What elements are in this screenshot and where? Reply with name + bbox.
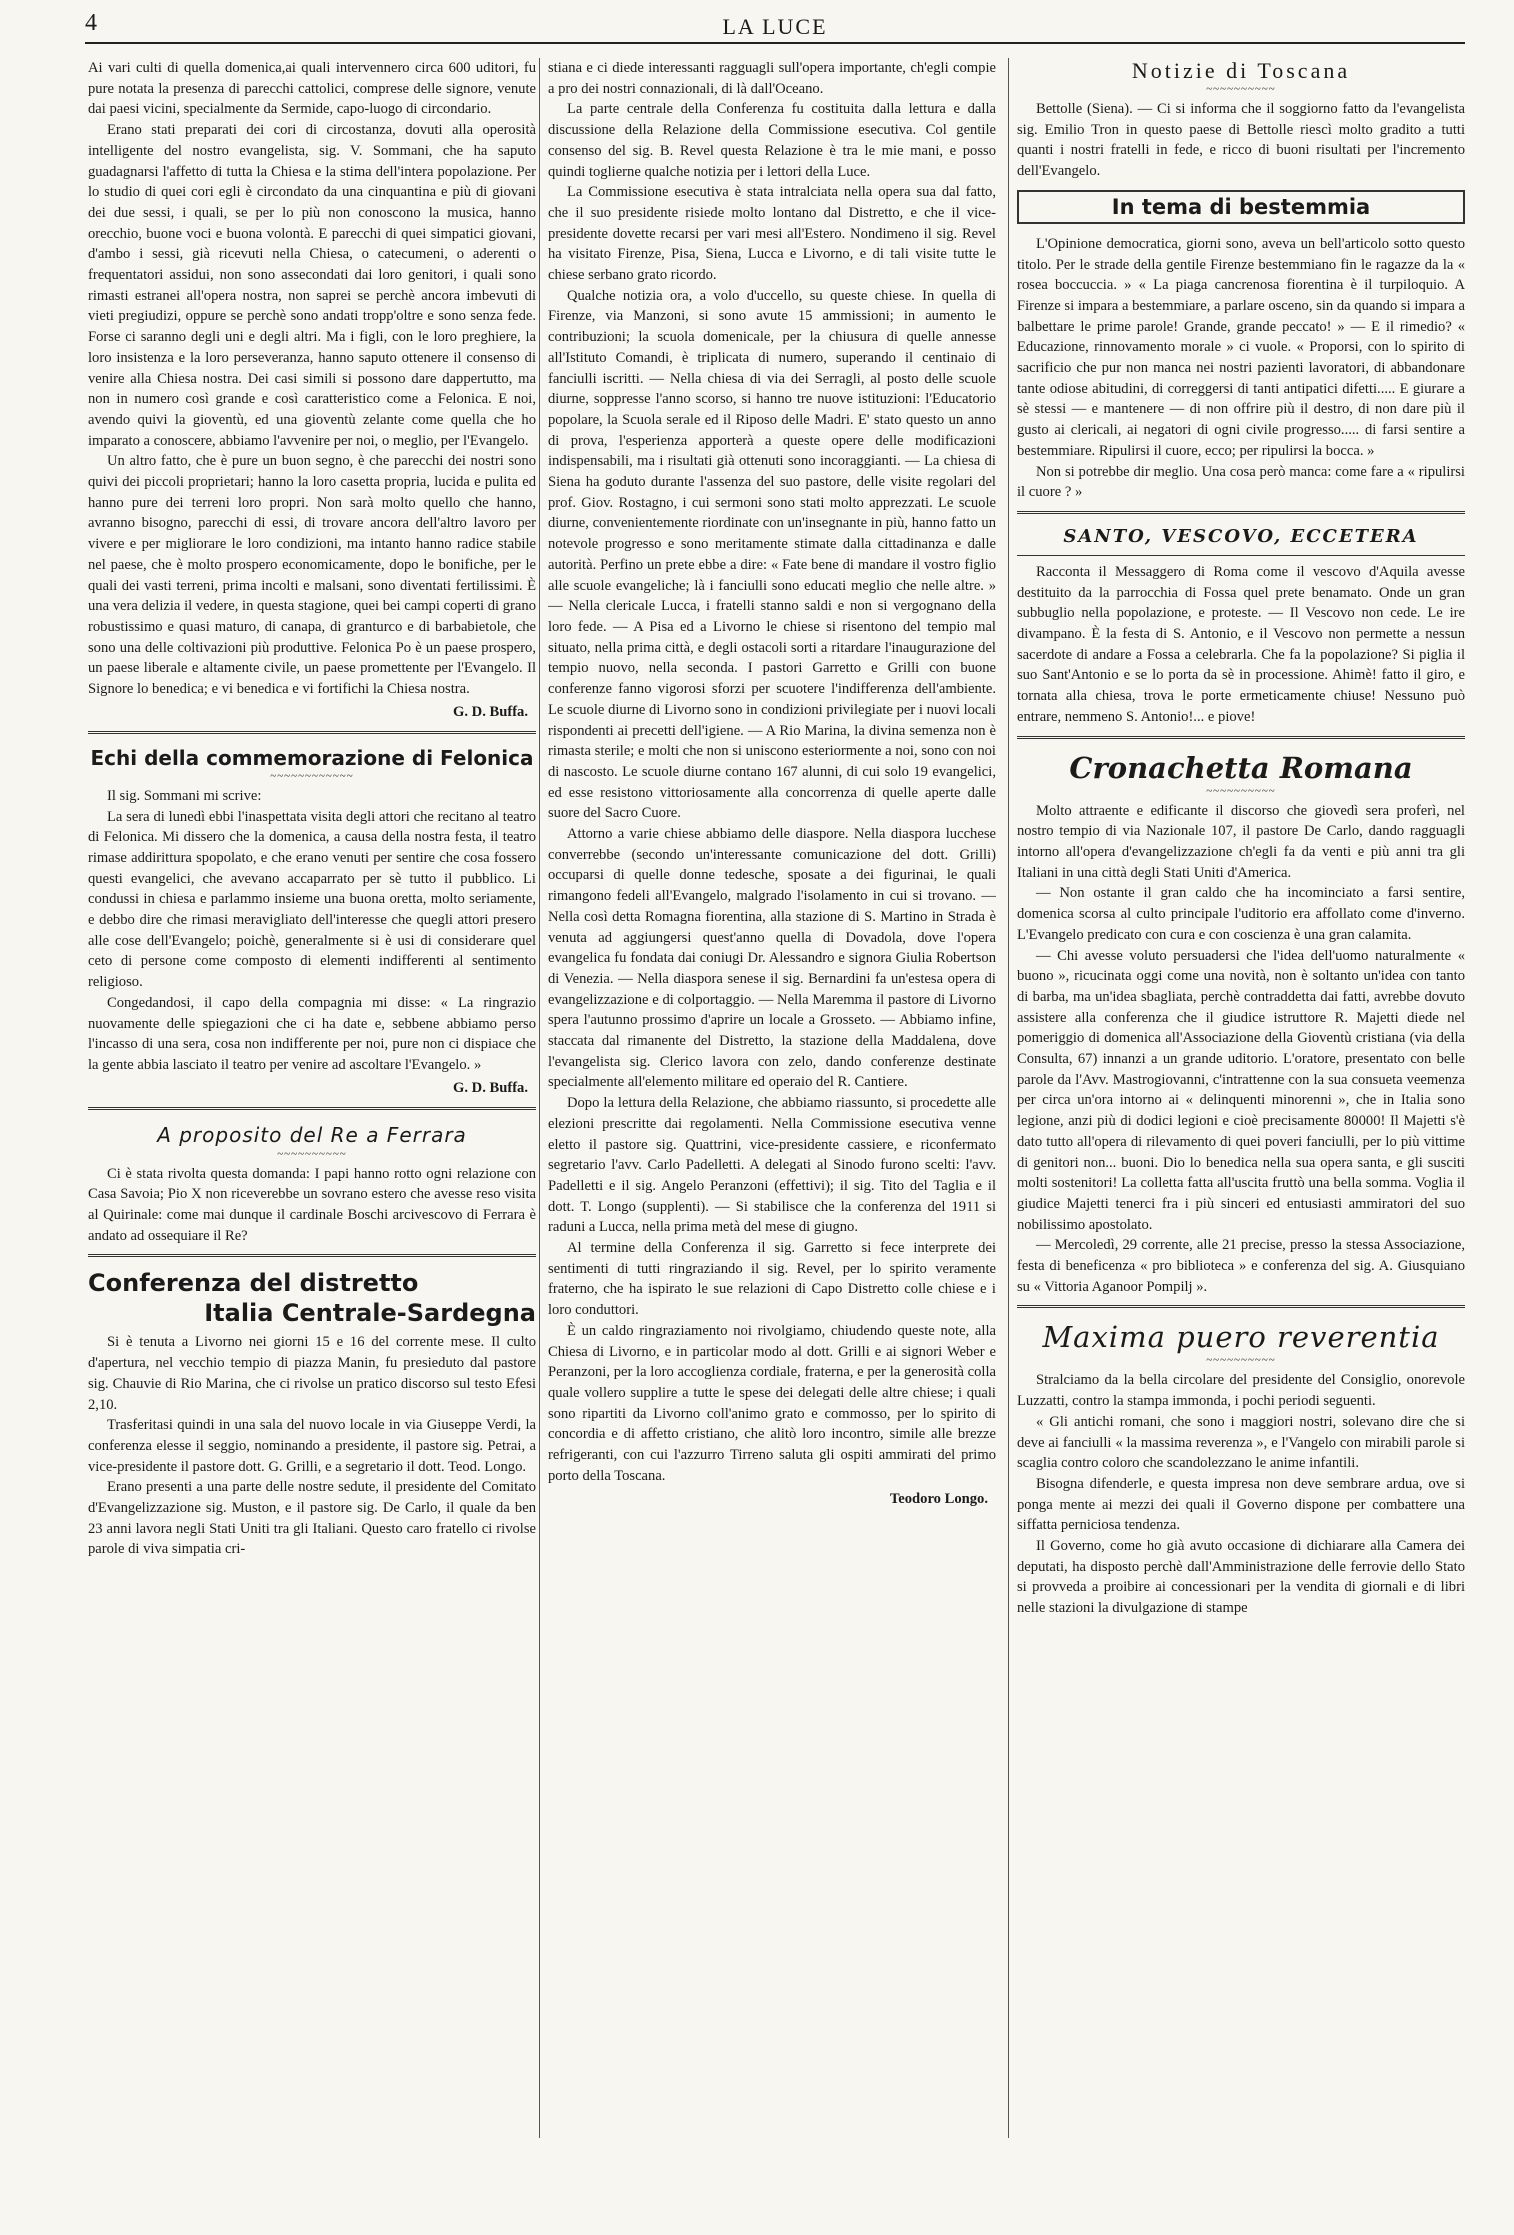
paragraph: Bisogna difenderle, e questa impresa non deve sembrare ardua, ove si ponga mente ai mezzi dei quali il Governo dispone per combattere una siffatta perniciosa tendenza.: [1017, 1475, 1465, 1534]
paragraph: Ci è stata rivolta questa domanda: I papi hanno rotto ogni relazione con Casa Savoia; Pio X non riceverebbe un sovrano estero che avesse reso visita al Quirinale: come mai dunque il cardinale Boschi arcivescovo di Ferrara è andato ad ossequiare il Re?: [88, 1165, 536, 1244]
column-1: [88, 58, 536, 2168]
signature: G. D. Buffa.: [453, 703, 528, 720]
paragraph: Congedandosi, il capo della compagnia mi disse: « La ringrazio nuovamente delle spiegazioni che ci ha date e, sebbene abbiamo perso l'incasso di una sera, cosa non indifferente per noi, pure non ci dispiace che la gente abbia lasciato il teatro per venire ad ascoltare l'Evangelo. »: [88, 994, 536, 1073]
section-heading-santo: SANTO, VESCOVO, ECCETERA: [1063, 525, 1419, 547]
paragraph: — Chi avesse voluto persuadersi che l'idea dell'uomo naturalmente « buono », ricucinata oggi come una novità, non è soltanto un'idea con tanto di barba, ma un'idea sbagliata, perchè contraddetta dai fatti, avrebbe dovuto assistere alla conferenza che il giudice istruttore R. Majetti diede nel pomeriggio di domenica all'Associazione della Gioventù cristiana (via della Consulta, 67) innanzi a un grande uditorio. L'oratore, presentato con belle parole da l'Avv. Mastrogiovanni, c'intrattenne con la sua consueta veemenza per circa un'ora intorno ai « delinquenti minorenni », che in Italia sono legione, anzi più di dodici legioni e cioè precisamente 80000! Il Majetti s'è dato tutto all'opera di rilevamento di quei poveri fanciulli, per lo più vittime di genitori non... buoni. Dio lo benedica nella sua opera santa, e gli susciti molti sostenitori! La colletta fatta all'uscita fruttò una bella somma. Voglia il giudice Majetti tenerci fra i più sinceri ed entusiasti ammiratori del suo nobilissimo apostolato.: [1017, 947, 1465, 1233]
paragraph: Dopo la lettura della Relazione, che abbiamo riassunto, si procedette alle elezioni prescritte dai regolamenti. Nella Commissione esecutiva venne eletto il pastore sig. Quattrini, vice-presidente cassiere, e riconfermato segretario l'avv. Carlo Padelletti. A delegati al Sinodo furono scelti: l'avv. Padelletti e il sig. Angelo Peranzoni (effettivi); il sig. Tito del Taglia e il dott. T. Longo (supplenti). — Si stabilisce che la conferenza del 1911 si raduni a Lucca, nella prima metà del mese di giugno.: [548, 1095, 996, 1236]
paragraph: Erano stati preparati dei cori di circostanza, dovuti alla operosità intelligente del nostro evangelista, sig. V. Sommani, che ha saputo guadagnarsi l'affetto di tutta la Chiesa e la stima dell'intera popolazione. Per lo studio di quei cori egli è circondato da una cinquantina e più di giovani dei due sessi, i quali, se per lo più non conoscono la musica, hanno orecchio, buone voci e buona volontà. E parecchi di quei simpatici giovani, d'ambo i sessi, già ricevuti nella Chiesa, o catecumeni, o aderenti o frequentatori assidui, non sono assecondati dai loro genitori, i quali sono rimasti estranei all'opera nostra, non saprei se perchè ancora imbevuti di vieti pregiudizi, oppure se perchè sono andati tropp'oltre e sono senza fede. Forse ci saranno degli uni e degli altri. Ma i figli, con le loro preghiere, la loro insistenza e la loro perseveranza, hanno saputo ottenere il consenso di venire alla Chiesa nostra. Dei casi simili si possono dare dappertutto, ma non in numero così grande e così caratteristico come a Felonica. E noi, avendo quivi la gioventù, ed una gioventù zelante come quella che ho imparato a conoscere, abbiamo l'avvenire per noi, o meglio, per l'Evangelo.: [88, 122, 536, 449]
section-rule: [88, 1107, 536, 1114]
section-heading-conferenza-2: Italia Centrale-Sardegna: [204, 1299, 536, 1328]
paragraph: Trasferitasi quindi in una sala del nuovo locale in via Giuseppe Verdi, la conferenza elesse il seggio, nominando a presidente, il pastore sig. Petrai, a vice-presidente il pastore dott. G. Grilli, e a segretario il dott. Teod. Longo.: [88, 1417, 536, 1475]
squiggle-ornament: ~~~~~~~~~~~~: [270, 769, 354, 782]
section-heading-echi: Echi della commemorazione di Felonica: [90, 745, 534, 770]
page-number: 4: [85, 10, 97, 36]
page-header: [85, 0, 1465, 52]
column-2: [548, 58, 996, 2168]
signature: Teodoro Longo.: [889, 1490, 988, 1507]
paragraph: Racconta il Messaggero di Roma come il vescovo d'Aquila avesse destituito da la parrocchia di Fossa quel prete benamato. Onde un gran subbuglio nella popolazione, e proteste. — Il Vescovo non cede. Le ire divampano. È la festa di S. Antonio, e il Vescovo non permette a nessun sacerdote di andare a Fossa a celebrarla. Che fa la popolazione? Si piglia il suo Sant'Antonio e se lo porta da sè in processione. Ahimè! fatto il giro, e tornata alla chiesa, trova le porte ermeticamente chiuse! Nessuno può entrare, nemmeno S. Antonio!... e piove!: [1017, 563, 1465, 725]
section-rule: [88, 731, 536, 738]
column-divider: [539, 58, 540, 2138]
section-rule: [88, 1254, 536, 1261]
paragraph: Il Governo, come ho già avuto occasione di dichiarare alla Camera dei deputati, ha disposto perchè dall'Amministrazione delle ferrovie dello Stato si provveda a proibire ai concessionari per la vendita di giornali e di libri nelle stazioni la divulgazione di stampe: [1017, 1538, 1465, 1617]
paragraph: La parte centrale della Conferenza fu costituita dalla lettura e dalla discussione della Relazione della Commissione esecutiva. Col gentile consenso del sig. B. Revel questa Relazione è tra le mie mani, e posso quindi toglierne qualche notizia per i lettori della Luce.: [548, 101, 996, 180]
paragraph: Un altro fatto, che è pure un buon segno, è che parecchi dei nostri sono quivi dei piccoli proprietari; hanno la loro casetta propria, lucida e pulita ed hanno pure dei terreni loro propri. Non sarà molto quello che hanno, avranno bisogno, parecchi di essi, di trovare ancora dell'altro lavoro per vivere e per migliorare le loro condizioni, ma intanto hanno radice stabile nel paese, che è molto prospero economicamente, dopo le bonifiche, per le quali dei vasti terreni, prima incolti e malsani, sono diventati fertilissimi. È una vera delizia il vedere, in questa stagione, quei bei campi coperti di grano robustissimo e quasi maturo, di canapa, di granturco e di barbabietole, che sono una delle coltivazioni più produttive. Felonica Po è un paese prospero, un paese liberale e altamente civile, un paese promettente per l'Evangelo. Il Signore lo benedica; e vi benedica e vi fortifichi la Chiesa nostra.: [88, 453, 536, 698]
paragraph: Erano presenti a una parte delle nostre sedute, il presidente del Comitato d'Evangelizzazione sig. Muston, e il pastore sig. De Carlo, il quale da ben 23 anni lavora negli Stati Uniti tra gli Italiani. Questo caro fratello ci rivolse parole di viva simpatia cri-: [88, 1479, 536, 1558]
section-heading-bestemmia: In tema di bestemmia: [1111, 194, 1371, 219]
section-rule: [1017, 555, 1465, 556]
section-heading-ferrara: A proposito del Re a Ferrara: [157, 1122, 467, 1147]
squiggle-ornament: ~~~~~~~~~~: [1206, 1354, 1276, 1367]
section-heading-conferenza-1: Conferenza del distretto: [88, 1269, 419, 1298]
section-rule: [1017, 1305, 1465, 1312]
paragraph: L'Opinione democratica, giorni sono, aveva un bell'articolo sotto questo titolo. Per le strade della gentile Firenze bestemmiano fin le ragazze da la « rosea boccuccia. » « La piaga cancrenosa fiorentina è il turpiloquio. A Firenze si impara a bestemmiare, a parlare osceno, sin da quando si impara a balbettare le prime parole! Grande, grande peccato! » — E il rimedio? « Educazione, rinnovamento morale » ci vuole. « Proporsi, con lo spirito di sacrificio che pur non manca nei nostri pazienti lavoratori, di abbandonare tante odiose abitudini, di correggersi di tanti antipatici difetti..... E giurare a sè stessi — e mantenere — di non offrire più il destro, di non dare più il gusto ai clericali, ai negatori di ogni civile progresso..... di farsi sentire a bestemmiare. Ripulirsi il cuore, ecco; per ripulirsi la bocca. »: [1017, 235, 1465, 459]
paragraph: « Gli antichi romani, che sono i maggiori nostri, solevano dire che si deve ai fanciulli « la massima reverenza », e l'Vangelo con mirabili parole si scaglia contro coloro che scandolezzano le anime infantili.: [1017, 1413, 1465, 1472]
column-3: [1017, 58, 1465, 2168]
article-body: [88, 58, 536, 723]
paragraph: — Mercoledì, 29 corrente, alle 21 precise, presso la stessa Associazione, festa di beneficenza « pro biblioteca » e conferenza del sig. A. Giusquiano su « Vittoria Aganoor Pompilj ».: [1017, 1237, 1465, 1295]
signature: G. D. Buffa.: [453, 1079, 528, 1096]
paragraph: La sera di lunedì ebbi l'inaspettata visita degli attori che recitano al teatro di Felonica. Mi dissero che la domenica, a causa della nostra festa, il teatro rimase addirittura spopolato, e che erano venuti per sentire che cosa fossero questi evangelici, che avevano accaparrato per sè tutto il pubblico. Li condussi in chiesa e parlammo insieme una buona oretta, molto seriamente, e debbo dire che rimasi meravigliato dell'interesse che quegli attori presero alle cose dell'Evangelo; poichè, generalmente si è usi di considerare quel ceto di persone come composto di elementi indifferenti al sentimento religioso.: [88, 808, 536, 991]
section-heading-toscana: Notizie di Toscana: [1131, 58, 1351, 83]
squiggle-ornament: ~~~~~~~~~~: [1206, 83, 1276, 95]
paragraph: Molto attraente e edificante il discorso che giovedì sera proferì, nel nostro tempio di via Nazionale 107, il pastore De Carlo, dando ragguagli intorno all'opera d'evangelizzazione ch'egli fa da venti e più anni tra gli Italiani in una città degli Stati Uniti d'America.: [1017, 802, 1465, 881]
paragraph: Stralciamo da la bella circolare del presidente del Consiglio, onorevole Luzzatti, contro la stampa immonda, i pochi periodi seguenti.: [1017, 1372, 1465, 1410]
section-rule: [1017, 511, 1465, 518]
paragraph: La Commissione esecutiva è stata intralciata nella opera sua dal fatto, che il suo presidente risiede molto lontano dal Distretto, e che il vice-presidente dovette recarsi per vari mesi all'Estero. Nondimeno il sig. Revel ha visitato Firenze, Pisa, Siena, Lucca e Livorno, e di tali visite tutte le chiese serbano grato ricordo.: [548, 184, 996, 284]
paragraph: Al termine della Conferenza il sig. Garretto si fece interprete dei sentimenti di tutti ringraziando il sig. Revel, per lo spirito veramente fraterno, che ha ispirato le sue relazioni di Capo Distretto colle chiese e i loro conduttori.: [548, 1240, 996, 1319]
paragraph: Qualche notizia ora, a volo d'uccello, su queste chiese. In quella di Firenze, via Manzoni, si sono avute 15 ammissioni; in aumento le contribuzioni; la scuola domenicale, per la chiusura di quelle annesse all'Istituto Comandi, è triplicata di numero, superando il centinaio di fanciulli iscritti. — Nella chiesa di via dei Serragli, al posto delle scuole diurne, soppresse l'anno scorso, si hanno tre nuove istituzioni: l'Educatorio popolare, la Scuola serale ed il Riposo delle Madri. E' stato questo un anno di prova, l'esperienza apporterà a queste opere delle modificazioni indispensabili, ma i risultati già ottenuti sono incoraggianti. — La chiesa di Siena ha goduto durante l'assenza del suo pastore, delle visite regolari del prof. Giov. Rostagno, i cui sermoni sono stati molto apprezzati. Le scuole diurne, convenientemente riordinate con un'insegnante in più, hanno fatto un notevole progresso e sono meritamente stimate dalla cittadinanza e dalle autorità. Perfino un prete ebbe a dire: « Fate bene di mandare il vostro figlio alle scuole evangeliche; là i fanciulli sono educati meglio che nelle altre. » — Nella clericale Lucca, i fratelli stanno saldi e non si vergognano della loro fede. — A Pisa ed a Livorno le chiese si risentono del tempio mal situato, nella prima città, e degli ostacoli sorti a ritardare l'inaugurazione del tempio nuovo, nella seconda. I pastori Garretto e Grilli con buone conferenze fanno vigorosi sforzi per scuotere l'indifferenza dell'ambiente. Le scuole diurne di Livorno sono in condizioni privilegiate per i nuovi locali rispondenti ai precetti dell'igiene. — A Rio Marina, la divina semenza non è rimasta sterile; e molti che non si uniscono esteriormente a noi, sono con noi di nascosto. Le scuole diurne contano 167 alunni, di cui solo 19 evangelici, ed esse resistono vittoriosamente alla concorrenza di quelle aperte dalle suore del Sacro Cuore.: [548, 287, 996, 822]
paragraph: Ai vari culti di quella domenica,ai quali intervennero circa 600 uditori, fu pure notata la presenza di parecchi cattolici, comprese delle signore, venute dai paesi vicini, specialmente da Sermide, capo-luogo di circondario.: [88, 60, 536, 118]
section-rule: [1017, 736, 1465, 743]
section-heading-cronachetta: Cronachetta Romana: [1069, 750, 1413, 785]
section-heading-maxima: Maxima puero reverentia: [1042, 1320, 1440, 1355]
header-rule: [85, 42, 1465, 44]
newspaper-title: LA LUCE: [722, 14, 828, 39]
paragraph: Attorno a varie chiese abbiamo delle diaspore. Nella diaspora lucchese converrebbe (secondo un'interessante comunicazione del dott. Grilli) occuparsi di quelle donne tedesche, sposate a dei figurinai, le quali rimangono fedeli all'Evangelo, malgrado l'isolamento in cui si trovano. — Nella così detta Romagna fiorentina, alla stazione di S. Martino in Strada è venuta ad aggiungersi quest'anno quella di Dovadola, dove l'opera evangelica fu fondata dai coniugi Dr. Alessandro e signora Giulia Robertson di Venezia. — Nella diaspora senese il sig. Bernardini fa un'estesa opera di evangelizzazione e di colportaggio. — Nella Maremma il pastore di Livorno spera l'autunno prossimo d'aprire un locale a Grosseto. — Abbiamo infine, staccata dal rimanente del Distretto, la stazione della Maddalena, dove l'evangelista sig. Clerico lavora con zelo, dando conferenze destinate specialmente all'elemento militare ed operaio del R. Cantiere.: [548, 826, 996, 1091]
column-divider: [1008, 58, 1009, 2138]
heading-box: [1017, 190, 1465, 224]
paragraph: Non si potrebbe dir meglio. Una cosa però manca: come fare a « ripulirsi il cuore ? »: [1017, 463, 1465, 501]
paragraph: Il sig. Sommani mi scrive:: [106, 787, 262, 804]
squiggle-ornament: ~~~~~~~~~~: [277, 1147, 347, 1160]
paragraph: stiana e ci diede interessanti ragguagli sull'opera importante, ch'egli compie a pro dei nostri connazionali, di là dall'Oceano.: [548, 60, 996, 97]
paragraph: È un caldo ringraziamento noi rivolgiamo, chiudendo queste note, alla Chiesa di Livorno, e in particolar modo al dott. Grilli e ai signori Weber e Peranzoni, per la loro accoglienza cordiale, fraterna, e per la generosità colla quale vollero supplire a tutte le spese dei delegati delle altre chiese; i quali sono ripartiti da Livorno coll'animo grato e commosso, per lo spirito di concordia e di affetto cristiano, che alitò loro incontro, simile alle brezze refrigeranti, con cui l'azzurro Tirreno saluta gli ospiti ammirati del primo porto della Toscana.: [548, 1322, 996, 1484]
paragraph: — Non ostante il gran caldo che ha incominciato a farsi sentire, domenica scorsa al culto principale l'uditorio era affollato come d'inverno. L'Evangelo predicato con cura e con coscienza è una gran calamita.: [1017, 885, 1465, 943]
paragraph: Bettolle (Siena). — Ci si informa che il soggiorno fatto da l'evangelista sig. Emilio Tron in questo paese di Bettolle riescì molto gradito a tutti quanti i nostri fratelli in fede, e ricco di buoni risultati per l'incremento dell'Evangelo.: [1017, 101, 1465, 180]
squiggle-ornament: ~~~~~~~~~~: [1206, 784, 1276, 797]
paragraph: Si è tenuta a Livorno nei giorni 15 e 16 del corrente mese. Il culto d'apertura, nel vecchio tempio di piazza Manin, fu presieduto dal pastore sig. Chauvie di Rio Marina, che ci rivolse un pratico discorso sul testo Efesi 2,10.: [88, 1334, 536, 1413]
